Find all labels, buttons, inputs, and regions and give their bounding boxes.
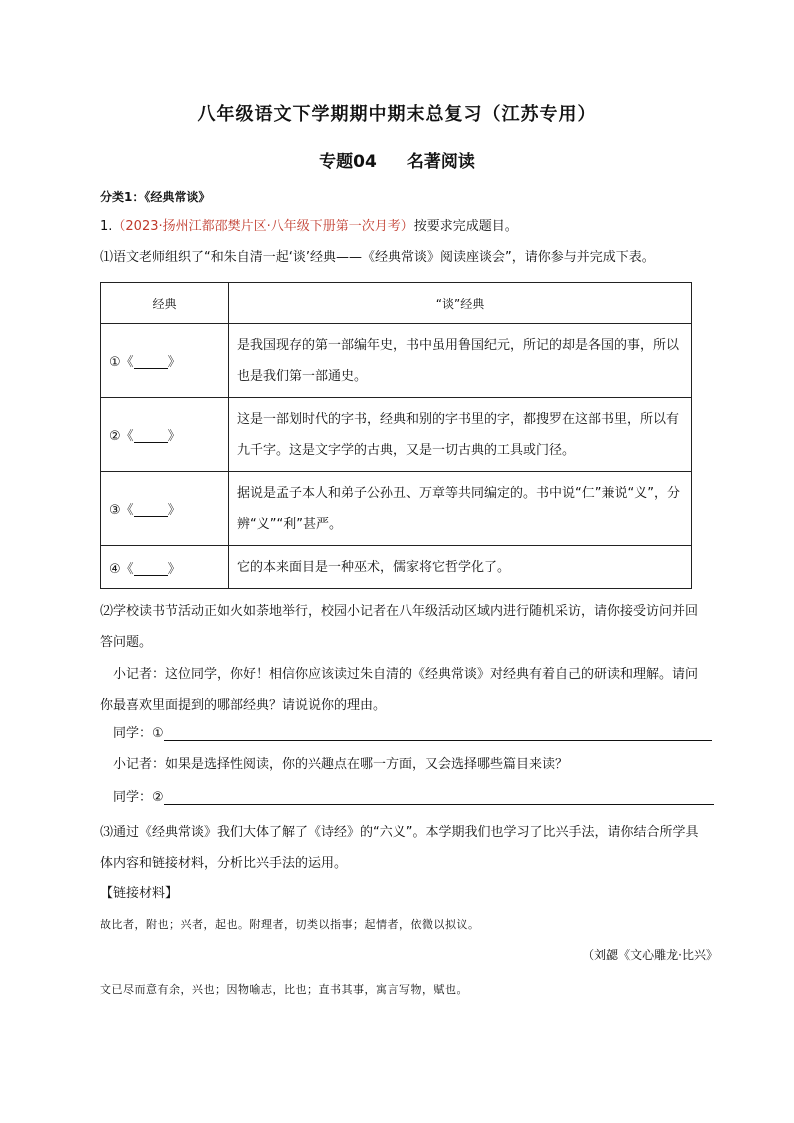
student-label-2: 同学：② xyxy=(113,790,164,805)
question-source: （2023·扬州江都邵樊片区·八年级下册第一次月考） xyxy=(112,219,414,234)
table-row xyxy=(101,546,692,589)
table-row xyxy=(101,324,692,398)
row-mark: ②《 xyxy=(109,429,134,444)
quote-source: （刘勰《文心雕龙·比兴》 xyxy=(582,948,718,962)
classics-table xyxy=(100,282,692,589)
row-mark: ④《 xyxy=(109,561,134,577)
row-close: 》 xyxy=(167,503,181,518)
part-1-prompt: ⑴语文老师组织了“和朱自清一起‘谈’经典——《经典常谈》阅读座谈会”，请你参与并完成下表。 xyxy=(100,250,655,265)
answer-cell-1[interactable] xyxy=(101,324,229,398)
row-close: 》 xyxy=(167,355,181,370)
blank-line[interactable] xyxy=(134,504,168,517)
blank-line[interactable] xyxy=(134,356,168,369)
quote-wenxin: 故比者，附也；兴者，起也。附理者，切类以指事；起情者，依微以拟议。 xyxy=(100,918,480,931)
answer-cell-2[interactable] xyxy=(101,398,229,472)
description-cell: 它的本来面目是一种巫术，儒家将它哲学化了。 xyxy=(229,546,692,589)
row-mark: ③《 xyxy=(109,503,134,518)
question-number: 1. xyxy=(100,219,113,234)
student-label-1: 同学：① xyxy=(113,726,164,741)
quote-bixing: 文已尽而意有余，兴也；因物喻志，比也；直书其事，寓言写物，赋也。 xyxy=(100,983,468,996)
table-row xyxy=(101,398,692,472)
part-3-prompt: ⑶通过《经典常谈》我们大体了解了《诗经》的“六义”。本学期我们也学习了比兴手法，请你结合所学具体内容和链接材料，分析比兴手法的运用。 xyxy=(100,825,699,871)
part-2-prompt: ⑵学校读书节活动正如火如荼地举行，校园小记者在八年级活动区域内进行随机采访，请你接受访问并回答问题。 xyxy=(100,604,699,650)
student-answer-2 xyxy=(100,786,720,805)
category-heading: 分类1：《经典常谈》 xyxy=(100,190,211,204)
answer-line-2[interactable] xyxy=(164,790,714,805)
row-close: 》 xyxy=(167,561,181,577)
link-material-heading: 【链接材料】 xyxy=(100,886,179,901)
topic-name: 名著阅读 xyxy=(406,152,475,172)
topic-subtitle xyxy=(0,147,794,172)
blank-line[interactable] xyxy=(134,430,168,443)
question-instruction: 按要求完成题目。 xyxy=(413,219,518,234)
table-row xyxy=(101,472,692,546)
row-mark: ①《 xyxy=(109,355,134,370)
student-answer-1 xyxy=(100,722,720,741)
question-1-header xyxy=(100,217,518,237)
row-close: 》 xyxy=(167,429,181,444)
answer-cell-4[interactable] xyxy=(101,546,229,589)
description-cell: 是我国现存的第一部编年史，书中虽用鲁国纪元，所记的却是各国的事，所以也是我们第一部通史。 xyxy=(229,324,692,398)
header-classic: 经典 xyxy=(101,283,229,324)
answer-line-1[interactable] xyxy=(164,726,712,741)
document-title: 八年级语文下学期期中期末总复习（江苏专用） xyxy=(197,104,597,125)
header-discussion: “谈”经典 xyxy=(229,283,692,324)
table-header-row xyxy=(101,283,692,324)
answer-cell-3[interactable] xyxy=(101,472,229,546)
description-cell: 这是一部划时代的字书，经典和别的字书里的字，都搜罗在这部书里，所以有九千字。这是文字学的古典，又是一切古典的工具或门径。 xyxy=(229,398,692,472)
topic-number: 专题04 xyxy=(319,152,377,172)
reporter-question-2: 小记者：如果是选择性阅读，你的兴趣点在哪一方面，又会选择哪些篇目来读？ xyxy=(113,757,569,772)
blank-line[interactable] xyxy=(134,563,168,576)
description-cell: 据说是孟子本人和弟子公孙丑、万章等共同编定的。书中说“仁”兼说“义”，分辨“义”“利”甚严。 xyxy=(229,472,692,546)
reporter-question-1: 小记者：这位同学，你好！相信你应该读过朱自清的《经典常谈》对经典有着自己的研读和理解。请问你最喜欢里面提到的哪部经典？请说说你的理由。 xyxy=(100,667,699,713)
